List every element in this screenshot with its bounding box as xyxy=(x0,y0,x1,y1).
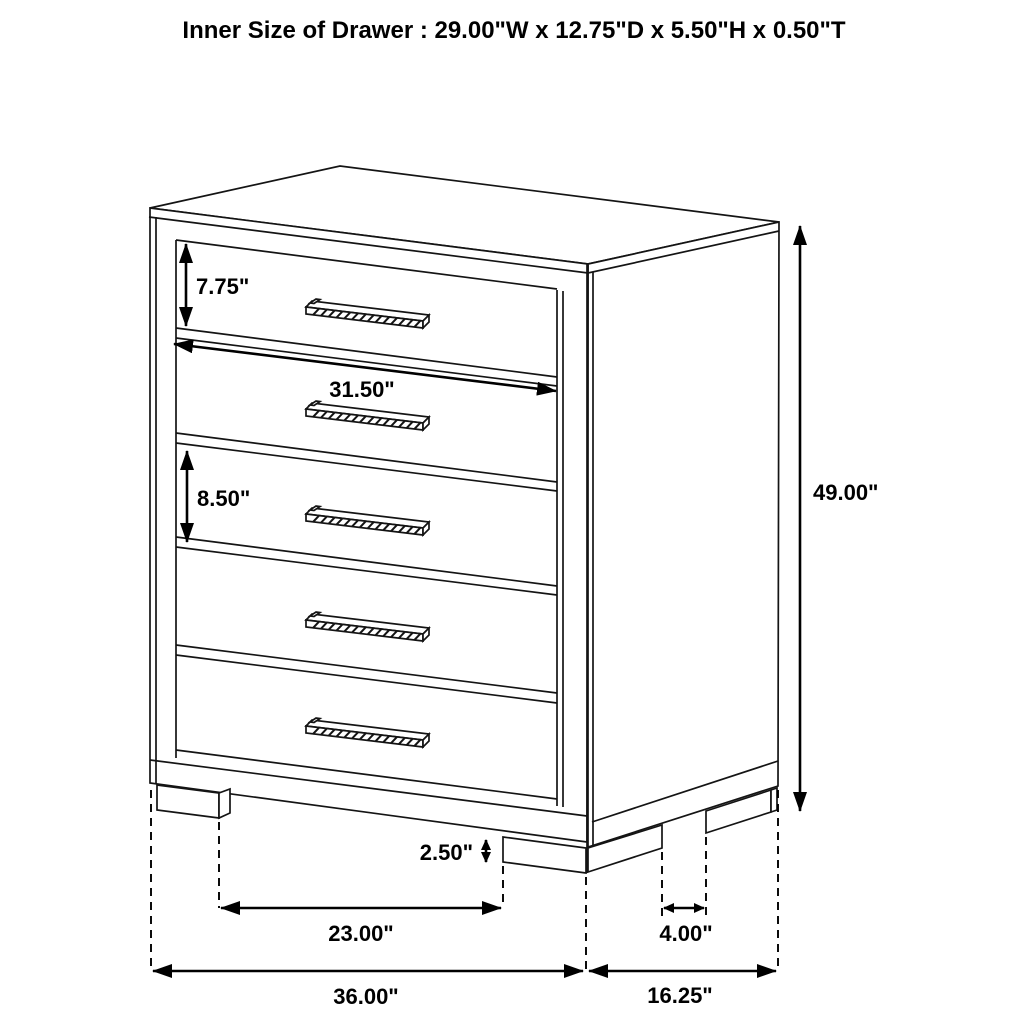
dim-overall-width xyxy=(153,971,583,1009)
dim-label-top-drawer-height: 7.75" xyxy=(196,274,250,299)
cabinet-side-panel xyxy=(588,222,779,847)
dim-front-feet-gap xyxy=(221,908,501,946)
dim-side-feet-gap xyxy=(659,908,712,946)
dim-label-foot-height: 2.50" xyxy=(419,840,473,865)
dim-label-overall-height: 49.00" xyxy=(813,480,879,505)
dim-label-side-feet-gap: 4.00" xyxy=(659,921,713,946)
dim-overall-depth xyxy=(589,971,776,1008)
dim-overall-height xyxy=(800,226,878,811)
dim-label-overall-depth: 16.25" xyxy=(647,983,713,1008)
cabinet-drawing xyxy=(149,166,779,873)
dim-label-overall-width: 36.00" xyxy=(333,984,399,1009)
diagram-title: Inner Size of Drawer : 29.00"W x 12.75"D x 5.50"H x 0.50"T xyxy=(182,17,846,44)
front-right-foot xyxy=(503,837,586,873)
dim-label-middle-drawer-height: 8.50" xyxy=(197,486,251,511)
dim-foot-height xyxy=(420,840,486,865)
dim-label-drawer-front-width: 31.50" xyxy=(329,377,395,402)
dim-label-front-feet-gap: 23.00" xyxy=(328,921,394,946)
